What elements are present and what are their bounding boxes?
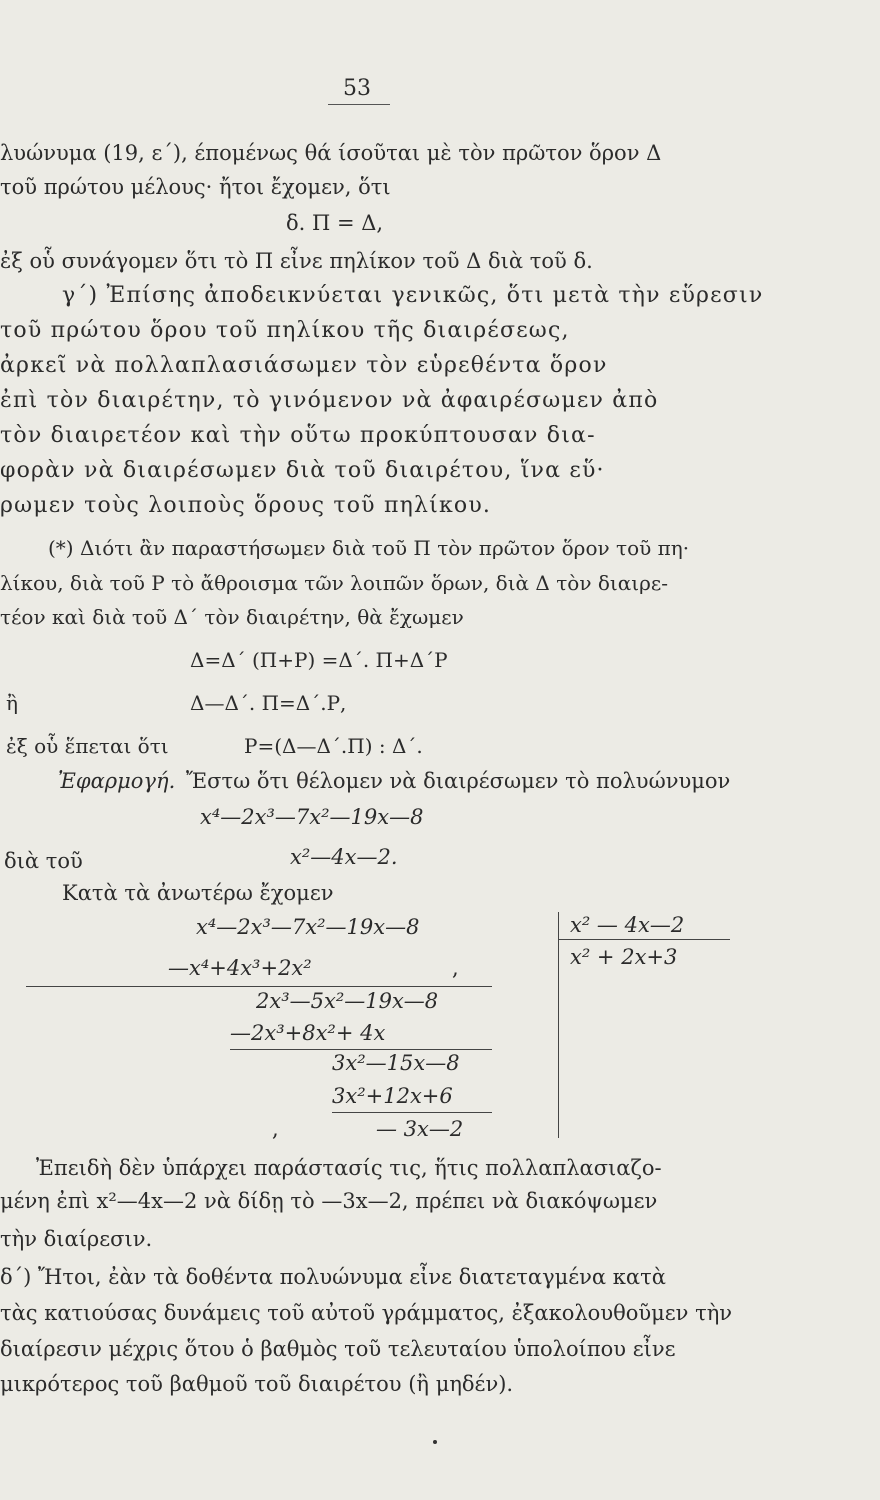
division-row-6: 3x²+12x+6 <box>332 1084 453 1108</box>
closing-line-2: μένη ἐπὶ x²—4x—2 νὰ δίδῃ τὸ —3x—2, πρέπει νὰ διακόψωμεν <box>0 1189 658 1213</box>
by-label: διὰ τοῦ <box>4 849 83 873</box>
closing-line-5: τὰς κατιούσας δυνάμεις τοῦ αὐτοῦ γράμματος, ἐξακολουθοῦμεν τὴν <box>0 1301 733 1325</box>
footnote-equation-2: Δ—Δ΄. Π=Δ΄.Ρ, <box>190 691 347 715</box>
body-line-3: ἐξ οὗ συνάγομεν ὅτι τὸ Π εἶνε πηλίκον τοῦ Δ διὰ τοῦ δ. <box>0 249 593 273</box>
closing-line-1: Ἐπειδὴ δὲν ὑπάρχει παράστασίς τις, ἥτις πολλαπλασιαζο- <box>36 1156 662 1180</box>
division-row-2: —x⁴+4x³+2x² <box>168 956 312 980</box>
division-row-3: 2x³—5x²—19x—8 <box>256 989 439 1013</box>
body-line-9: φορὰν νὰ διαιρέσωμεν διὰ τοῦ διαιρέτου, ἵνα εὕ· <box>0 458 605 483</box>
footnote-hence: ἐξ οὗ ἕπεται ὅτι <box>6 734 169 758</box>
body-line-5: τοῦ πρώτου ὅρου τοῦ πηλίκου τῆς διαιρέσεως, <box>0 318 570 343</box>
closing-line-7: μικρότερος τοῦ βαθμοῦ τοῦ διαιρέτου (ἢ μηδέν). <box>0 1372 514 1396</box>
divisor-polynomial: x²—4x—2. <box>290 845 398 869</box>
application-label: Ἐφαρμογή. <box>58 769 176 793</box>
division-rule-3 <box>332 1112 492 1113</box>
footnote-or: ἢ <box>6 691 18 715</box>
footnote-equation-1: Δ=Δ΄ (Π+Ρ) =Δ΄. Π+Δ΄Ρ <box>190 648 448 672</box>
division-comma-1: , <box>452 956 459 980</box>
division-comma-2: , <box>272 1117 279 1141</box>
footnote-line-3: τέον καὶ διὰ τοῦ Δ΄ τὸν διαιρέτην, θὰ ἔχωμεν <box>0 605 464 629</box>
closing-line-6: διαίρεσιν μέχρις ὅτου ὁ βαθμὸς τοῦ τελευταίου ὑπολοίπου εἶνε <box>0 1337 676 1361</box>
footnote-line-2: λίκου, διὰ τοῦ Ρ τὸ ἄθροισμα τῶν λοιπῶν ὅρων, διὰ Δ τὸν διαιρε- <box>0 571 668 595</box>
division-remainder: — 3x—2 <box>376 1117 464 1141</box>
division-divisor-rule <box>558 939 730 940</box>
body-line-8: τὸν διαιρετέον καὶ τὴν οὕτω προκύπτουσαν δια- <box>0 423 596 448</box>
page-number: 53 <box>343 76 371 101</box>
page-number-rule <box>328 104 390 105</box>
closing-line-3: τὴν διαίρεσιν. <box>0 1227 153 1251</box>
division-row-4: —2x³+8x²+ 4x <box>230 1021 386 1045</box>
division-row-1: x⁴—2x³—7x²—19x—8 <box>196 915 420 939</box>
body-line-6: ἀρκεῖ νὰ πολλαπλασιάσωμεν τὸν εὑρεθέντα ὅρον <box>0 353 608 378</box>
division-vertical-bar <box>558 912 559 1138</box>
body-line-4: γ΄) Ἐπίσης ἀποδεικνύεται γενικῶς, ὅτι μετὰ τὴν εὕρεσιν <box>62 283 764 308</box>
dividend-polynomial: x⁴—2x³—7x²—19x—8 <box>200 805 424 829</box>
application-text: Ἔστω ὅτι θέλομεν νὰ διαιρέσωμεν τὸ πολυώνυμον <box>186 769 731 793</box>
application-intro: Κατὰ τὰ ἀνωτέρω ἔχομεν <box>62 881 334 905</box>
closing-line-4: δ΄) Ἤτοι, ἐὰν τὰ δοθέντα πολυώνυμα εἶνε διατεταγμένα κατὰ <box>0 1265 666 1289</box>
ink-dot <box>433 1440 437 1444</box>
division-rule-1 <box>26 986 492 987</box>
division-quotient: x² + 2x+3 <box>570 945 678 969</box>
footnote-equation-3: Ρ=(Δ—Δ΄.Π) : Δ΄. <box>244 734 423 758</box>
body-line-2: τοῦ πρώτου μέλους· ἤτοι ἔχομεν, ὅτι <box>0 175 391 199</box>
division-divisor: x² — 4x—2 <box>570 913 685 937</box>
body-equation: δ. Π = Δ, <box>286 211 384 235</box>
division-row-5: 3x²—15x—8 <box>332 1051 460 1075</box>
body-line-10: ρωμεν τοὺς λοιποὺς ὅρους τοῦ πηλίκου. <box>0 493 492 518</box>
footnote-line-1: (*) Διότι ἂν παραστήσωμεν διὰ τοῦ Π τὸν πρῶτον ὅρον τοῦ πη· <box>48 536 690 560</box>
body-line-7: ἐπὶ τὸν διαιρέτην, τὸ γινόμενον νὰ ἀφαιρέσωμεν ἀπὸ <box>0 388 659 413</box>
body-line-1: λυώνυμα (19, ε΄), έπομένως θά ίσοῦται μὲ τὸν πρῶτον ὅρον Δ <box>0 141 662 165</box>
